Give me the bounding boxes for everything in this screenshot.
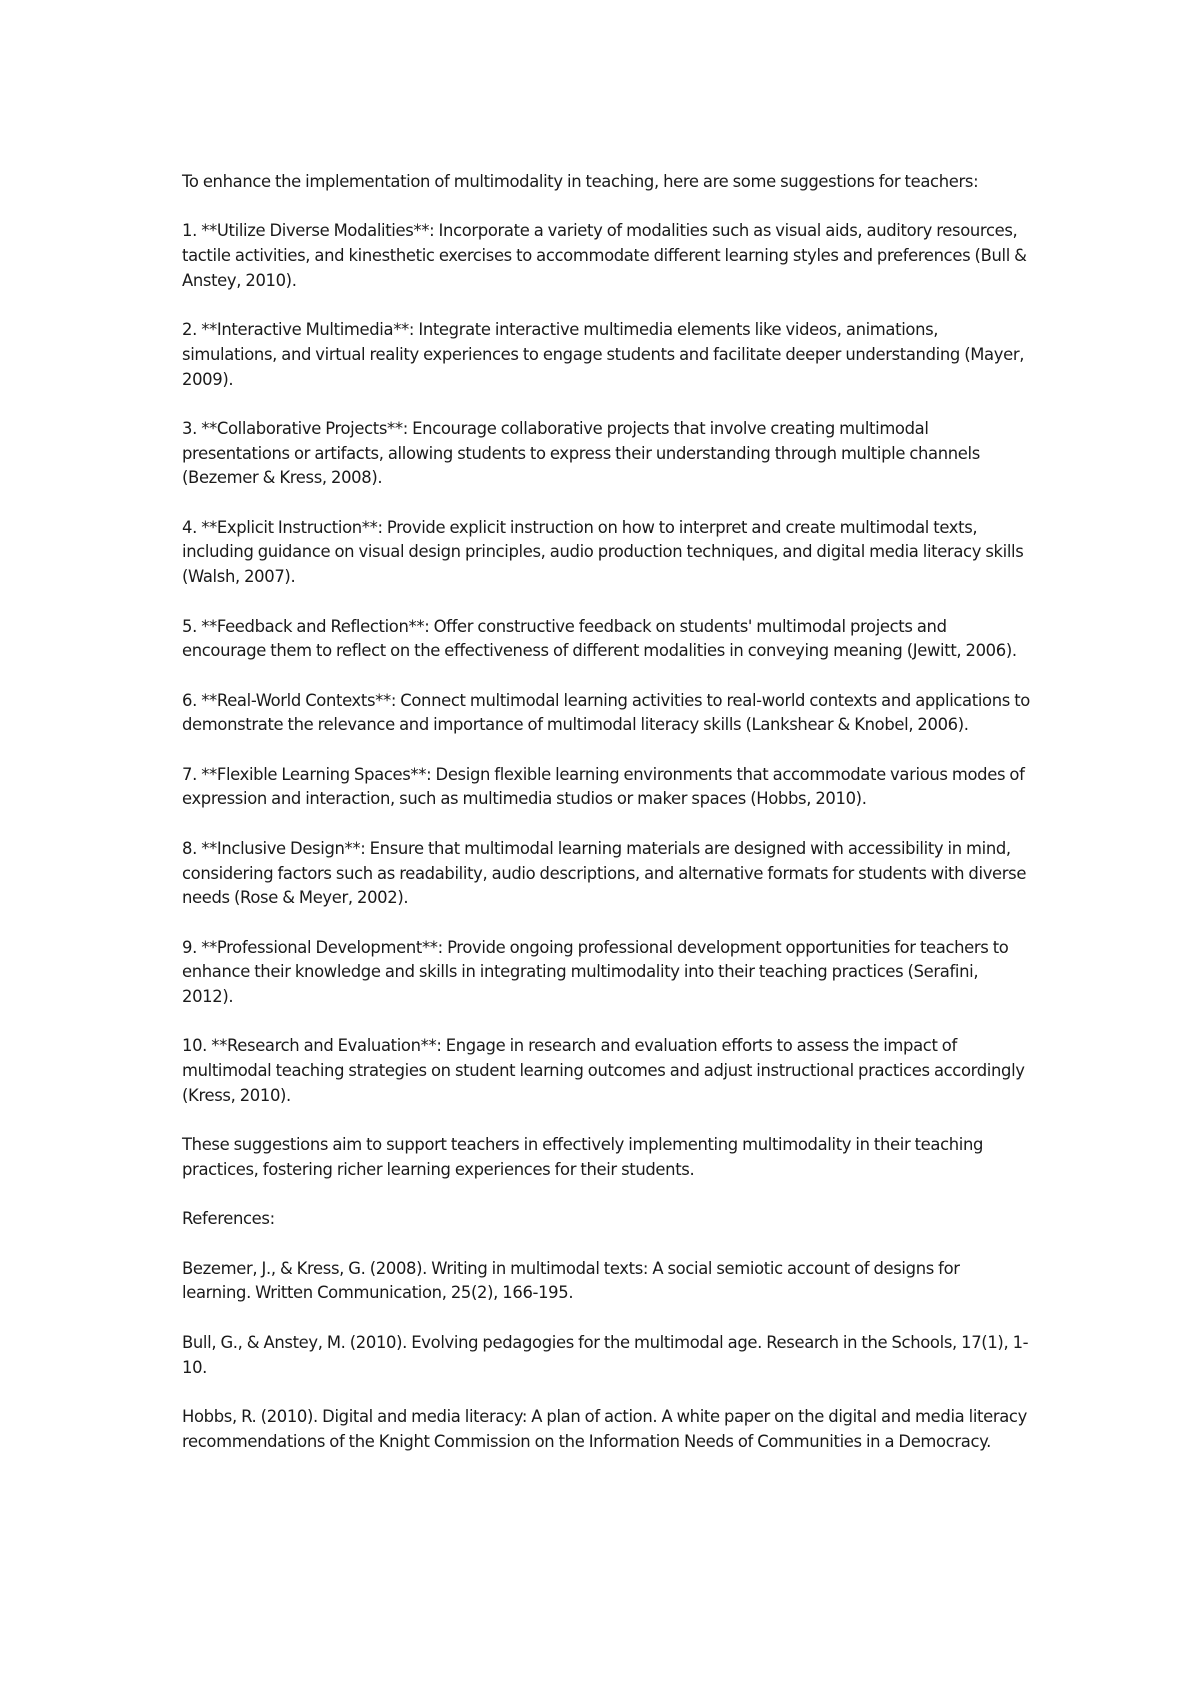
suggestion-6: 6. **Real-World Contexts**: Connect multimodal learning activities to real-world contexts and applications to demonstrate the relevance and importance of multimodal literacy skills (Lankshear & Knobel, 2006). bbox=[182, 690, 1030, 735]
suggestion-3: 3. **Collaborative Projects**: Encourage collaborative projects that involve creating multimodal presentations or artifacts, allowing students to express their understanding through multiple channels (Bezemer & Kress, 2008). bbox=[182, 418, 980, 488]
reference-item-hobbs: Hobbs, R. (2010). Digital and media literacy: A plan of action. A white paper on the digital and media literacy recommendations of the Knight Commission on the Information Needs of Communities in a Democracy. bbox=[182, 1406, 1027, 1451]
suggestion-2: 2. **Interactive Multimedia**: Integrate interactive multimedia elements like videos, animations, simulations, and virtual reality experiences to engage students and facilitate deeper understanding (Mayer, 2009). bbox=[182, 320, 1025, 389]
suggestion-4: 4. **Explicit Instruction**: Provide explicit instruction on how to interpret and create multimodal texts, including guidance on visual design principles, audio production techniques, and digital media literacy skills (Walsh, 2007). bbox=[182, 517, 1024, 587]
reference-item-bull: Bull, G., & Anstey, M. (2010). Evolving pedagogies for the multimodal age. Research in the Schools, 17(1), 1-10. bbox=[182, 1332, 1029, 1377]
reference-item-bezemer: Bezemer, J., & Kress, G. (2008). Writing in multimodal texts: A social semiotic account of designs for learning. Written Communication, 25(2), 166-195. bbox=[182, 1258, 960, 1303]
suggestion-5: 5. **Feedback and Reflection**: Offer constructive feedback on students' multimodal projects and encourage them to reflect on the effectiveness of different modalities in conveying meaning (Jewitt, 2006). bbox=[182, 616, 1017, 661]
suggestion-10: 10. **Research and Evaluation**: Engage in research and evaluation efforts to assess the impact of multimodal teaching strategies on student learning outcomes and adjust instructional practices accordingly (Kress, 2010). bbox=[182, 1036, 1025, 1105]
document-body bbox=[182, 170, 1032, 1479]
conclusion-paragraph: These suggestions aim to support teachers in effectively implementing multimodality in their teaching practices, fostering richer learning experiences for their students. bbox=[182, 1135, 984, 1179]
suggestion-9: 9. **Professional Development**: Provide ongoing professional development opportunities for teachers to enhance their knowledge and skills in integrating multimodality into their teaching practices (Serafini, 2012). bbox=[182, 937, 1009, 1007]
suggestion-1: 1. **Utilize Diverse Modalities**: Incorporate a variety of modalities such as visual aids, auditory resources, tactile activities, and kinesthetic exercises to accommodate different learning styles and preferences (Bull & Anstey, 2010). bbox=[182, 221, 1027, 290]
suggestion-7: 7. **Flexible Learning Spaces**: Design flexible learning environments that accommodate various modes of expression and interaction, such as multimedia studios or maker spaces (Hobbs, 2010). bbox=[182, 764, 1025, 809]
suggestion-8: 8. **Inclusive Design**: Ensure that multimodal learning materials are designed with accessibility in mind, considering factors such as readability, audio descriptions, and alternative formats for students with diverse needs (Rose & Meyer, 2002). bbox=[182, 838, 1027, 908]
intro-paragraph: To enhance the implementation of multimodality in teaching, here are some suggestions for teachers: bbox=[182, 172, 979, 191]
references-heading: References: bbox=[182, 1209, 275, 1229]
